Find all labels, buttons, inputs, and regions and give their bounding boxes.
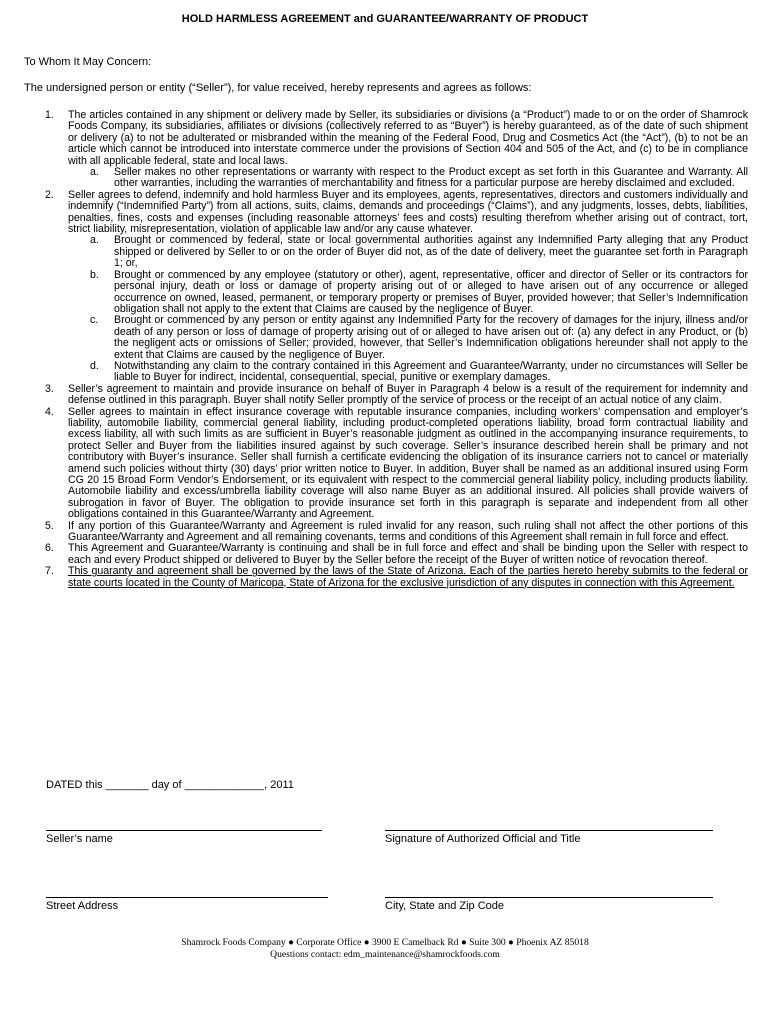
clause-text: Seller agrees to maintain in effect insurance coverage with reputable insurance companies, including workers’ compensation and employer’s liability, automobile liability, commercial general liability, including product-completed operations liability, broad form contractual liability and excess liability, all with such limits as are sufficient in Buyer’s reasonable judgment as outlined in the accompanying insurance requirements, to protect Seller and Buyer from the liabilities insured against by such coverage. Seller’s insurance described herein shall be primary and not contributory with Buyer’s insurance. Seller shall furnish a certificate evidencing the obligation of its insurance carriers not to cancel or materially amend such policies without thirty (30) days’ prior written notice to Buyer. In addition, Buyer shall be named as an additional insured using Form CG 20 15 Broad Form Vendor’s Endorsement, or its equivalent with respect to the commercial general liability policy, including products liability. Automobile liability and excess/umbrella liability coverage will also name Buyer as an additional insured. All policies shall provide waivers of subrogation in favor of Buyer. The obligation to provide insurance set forth in this paragraph is separate and independent from all other obligations contained in this Guarantee/Warranty and Agreement. <box>68 405 748 521</box>
subclause-2-d <box>24 361 748 384</box>
subclause-text: Brought or commenced by federal, state or local governmental authorities against any Indemnified Party alleging that any Product shipped or delivered by Seller to or on the order of Buyer did not, as of the date of delivery, meet the guarantee set forth in Paragraph 1; or, <box>114 234 748 270</box>
clause-4 <box>24 407 748 521</box>
city-state-zip-label: City, State and Zip Code <box>385 900 505 912</box>
street-address-label: Street Address <box>46 900 119 912</box>
clause-1 <box>24 110 748 167</box>
greeting: To Whom It May Concern: <box>24 56 152 68</box>
subclause-2-a <box>24 235 748 269</box>
subclause-letter: a. <box>90 166 99 179</box>
signature-title-label: Signature of Authorized Official and Title <box>385 833 581 845</box>
clause-3 <box>24 384 748 407</box>
clause-number: 3. <box>45 382 54 395</box>
clause-text: This Agreement and Guarantee/Warranty is continuing and shall be in full force and effect and shall be binding upon the Seller with respect to each and every Product shipped or delivered to Buyer by the Seller before the receipt of the Buyer of written notice of revocation thereof. <box>68 542 748 566</box>
clause-6 <box>24 543 748 566</box>
city-state-zip-line <box>385 897 713 898</box>
clause-text: Seller agrees to defend, indemnify and hold harmless Buyer and its employees, agents, representatives, directors and customers individually and indemnify (“Indemnified Party”) from all actions, suits, claims, demands and proceedings (“Claims”), and any judgments, losses, debts, liabilities, penalties, fines, costs and expenses (including reasonable attorneys’ fees and costs) resulting therefrom whether arising out of contract, tort, strict liability, misrepresentation, violation of applicable law and/or any cause whatever. <box>68 188 748 236</box>
subclause-text: Brought or commenced by any employee (statutory or other), agent, representative, officer and director of Seller or its contractors for personal injury, death or loss or damage of property arising out of or alleged to have arisen out of any occurrence or alleged occurrence on owned, leased, permanent, or temporary property or premises of Buyer, provided however; that Seller’s Indemnification obligation shall not apply to the extent that Claims are caused by the negligence of Buyer. <box>114 268 748 315</box>
intro-paragraph: The undersigned person or entity (“Seller”), for value received, hereby represents and agrees as follows: <box>24 82 532 94</box>
subclause-letter: c. <box>90 314 99 327</box>
dated-line: DATED this _______ day of _____________, 2011 <box>46 779 294 791</box>
subclause-text: Brought or commenced by any person or entity against any Indemnified Party for the recovery of damages for the injury, illness and/or death of any person or loss of damage of property arising out of or alleged to have arisen out of: (a) any defect in any Product, or (b) the negligent acts or omissions of Seller; provided, however, that Seller’s Indemnification obligations hereunder shall not apply to the extent that Claims are caused by the negligence of Buyer. <box>114 314 748 361</box>
clause-5 <box>24 521 748 544</box>
clause-number: 1. <box>45 109 54 121</box>
clause-number: 7. <box>45 565 54 578</box>
page-title: HOLD HARMLESS AGREEMENT and GUARANTEE/WARRANTY OF PRODUCT <box>181 13 589 25</box>
clause-text: The articles contained in any shipment or delivery made by Seller, its subsidiaries or divisions (a “Product”) made to or on the order of Shamrock Foods Company, its subsidiaries, affiliates or divisions (collectively referred to as “Buyer”) is hereby guaranteed, as of the date of such shipment or delivery (a) to not be adulterated or misbranded within the meaning of the Federal Food, Drug and Cosmetics Act (the “Act”), (b) to not be an article which cannot be introduced into interstate commerce under the provisions of Section 404 and 505 of the Act, and (c) to be in compliance with all applicable federal, state and local laws. <box>68 109 748 167</box>
subclause-text: Seller makes no other representations or warranty with respect to the Product except as set forth in this Guarantee and Warranty. All other warranties, including the warranties of merchantability and fitness for a particular purpose are hereby disclaimed and excluded. <box>114 166 748 190</box>
clause-text: If any portion of this Guarantee/Warranty and Agreement is ruled invalid for any reason, such ruling shall not affect the other portions of this Guarantee/Warranty and Agreement and all remaining covenants, terms and conditions of this Agreement shall remain in full force and effect. <box>68 519 748 544</box>
sellers-name-label: Seller’s name <box>46 833 113 845</box>
subclause-letter: b. <box>90 268 99 281</box>
street-address-line <box>46 897 328 898</box>
clause-7 <box>24 566 748 589</box>
sellers-name-line <box>46 830 322 831</box>
clause-text: This guaranty and agreement shall be governed by the laws of the State of Arizona. Each of the parties hereto hereby submits to the federal or state courts located in the County of Maricopa, State of Arizona for the exclusive jurisdiction of any disputes in connection with this Agreement. <box>68 565 748 589</box>
clause-number: 4. <box>45 405 54 418</box>
clause-number: 5. <box>45 519 54 532</box>
footer-address: Shamrock Foods Company ● Corporate Office ● 3900 E Camelback Rd ● Suite 300 ● Phoenix AZ 85018 <box>181 937 589 948</box>
clause-2 <box>24 190 748 236</box>
agreement-clauses <box>24 110 748 589</box>
signature-line <box>385 830 713 831</box>
clause-number: 6. <box>45 542 54 555</box>
subclause-text: Notwithstanding any claim to the contrary contained in this Agreement and Guarantee/Warranty, under no circumstances will Seller be liable to Buyer for indirect, incidental, consequential, special, punitive or exemplary damages. <box>114 359 748 384</box>
subclause-2-b <box>24 270 748 316</box>
clause-text: Seller’s agreement to maintain and provide insurance on behalf of Buyer in Paragraph 4 below is a result of the requirement for indemnity and defense outlined in this paragraph. Buyer shall notify Seller promptly of the service of process or the receipt of an actual notice of any claim. <box>68 382 748 407</box>
footer-contact: Questions contact: edm_maintenance@shamrockfoods.com <box>270 949 500 960</box>
subclause-letter: d. <box>90 359 99 372</box>
subclause-1-a <box>24 167 748 190</box>
subclause-2-c <box>24 315 748 361</box>
subclause-letter: a. <box>90 234 99 247</box>
clause-number: 2. <box>45 188 54 201</box>
